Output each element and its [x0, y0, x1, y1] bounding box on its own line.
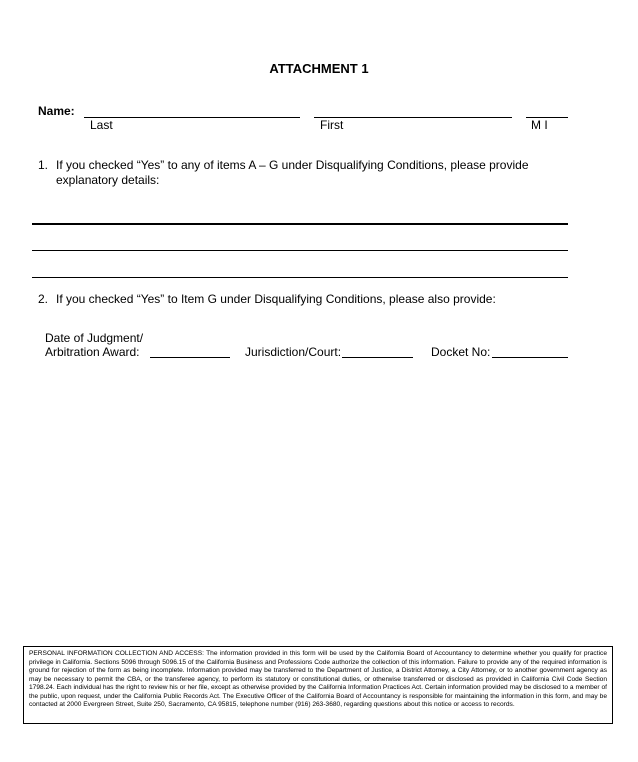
date-label-line-2: Arbitration Award:	[45, 345, 140, 359]
last-name-label: Last	[90, 118, 113, 132]
date-of-judgment-line[interactable]	[150, 357, 230, 358]
explanation-line-1[interactable]	[32, 223, 568, 225]
docket-line[interactable]	[492, 357, 568, 358]
question-1-text: If you checked “Yes” to any of items A – G under Disqualifying Conditions, please provide explanatory details:	[56, 158, 529, 187]
jurisdiction-line[interactable]	[342, 357, 413, 358]
explanation-line-2[interactable]	[32, 250, 568, 251]
date-label-line-1: Date of Judgment/	[45, 331, 144, 345]
page-title: ATTACHMENT 1	[269, 61, 369, 76]
question-2	[38, 292, 556, 307]
first-name-line[interactable]	[314, 117, 512, 118]
docket-label: Docket No:	[431, 345, 491, 359]
question-1-number: 1.	[38, 158, 49, 172]
question-1	[38, 158, 556, 188]
name-label: Name:	[38, 104, 75, 118]
last-name-line[interactable]	[84, 117, 300, 118]
jurisdiction-label: Jurisdiction/Court:	[245, 345, 342, 359]
explanation-line-3[interactable]	[32, 277, 568, 278]
question-2-number: 2.	[38, 292, 49, 306]
question-2-text: If you checked “Yes” to Item G under Disqualifying Conditions, please also provide:	[56, 292, 496, 306]
first-name-label: First	[320, 118, 344, 132]
privacy-notice: PERSONAL INFORMATION COLLECTION AND ACCESS: The information provided in this form will be used by the California Board of Accountancy to determine whether you qualify for practice privilege in California. Sections 5096 through 5096.15 of the California Business and Professions Code authorize the collection of this information. Failure to provide any of the required information is ground for rejection of the form as being incomplete. Information provided may be transferred to the Department of Justice, a District Attorney, a City Attorney, or to another government agency as may be necessary to permit the CBA, or the transferee agency, to perform its statutory or constitutional duties, or otherwise transferred or disclosed as provided in California Civil Code Section 1798.24. Each individual has the right to review his or her file, except as otherwise provided by the California Information Practices Act. Certain information provided may be disclosed to a member of the public, upon request, under the California Public Records Act. The Executive Officer of the California Board of Accountancy is responsible for maintaining the information in this form, and may be contacted at 2000 Evergreen Street, Suite 250, Sacramento, CA 95815, telephone number (916) 263-3680, regarding questions about this notice or access to records.	[23, 646, 613, 724]
middle-initial-label: M I	[531, 118, 548, 132]
date-of-judgment-label	[45, 331, 143, 359]
